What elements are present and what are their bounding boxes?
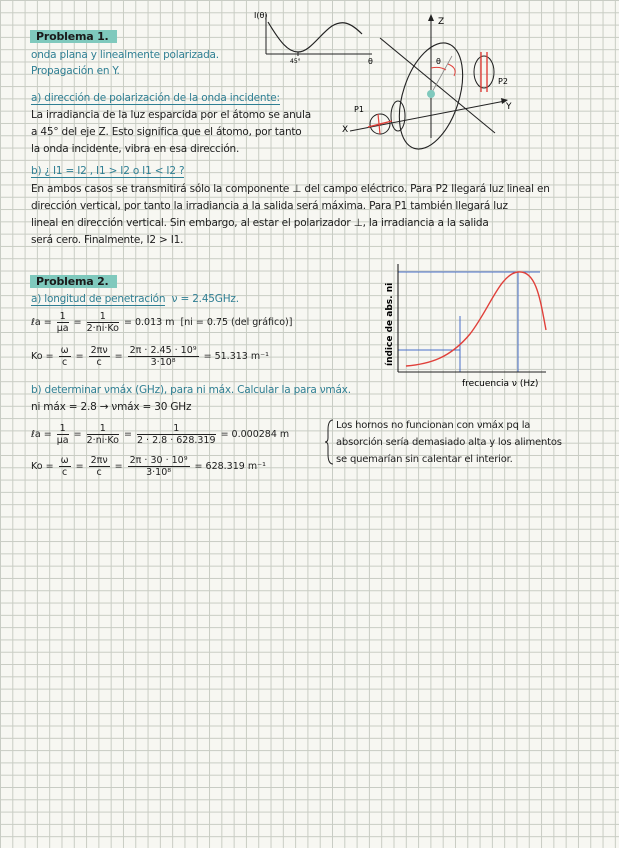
wavenumber-equation-a: Ko = $\frac{\omega}{c}$ = $\frac{2\pi\nu}{c}$ = $\frac{\text{2π · 2.45 · 10⁹}}{\text{3·10⁸}}$ = 51.313 m⁻¹ bbox=[31, 345, 269, 368]
axis-x-label: X bbox=[342, 125, 349, 135]
problem1-b-line-3: lineal en dirección vertical. Sin embargo, al estar el polarizador ⊥, la irradiancia a la salida bbox=[31, 217, 489, 229]
problem1-line2: Propagación en Y. bbox=[31, 65, 120, 77]
absorption-index-graph bbox=[380, 258, 550, 390]
sketch-tick-45: 45° bbox=[290, 58, 301, 65]
penetration-length-equation-b: ℓa = $\frac{1}{\mu a}$ = $\frac{1}{2\cdot ni\cdot Ko}$ = $\frac{1}{2 \cdot 2.8 \cdot 628.319}$ = 0.000284 m bbox=[31, 423, 290, 446]
wavenumber-equation-b: Ko = $\frac{\omega}{c}$ = $\frac{2\pi\nu}{c}$ = $\frac{\text{2π · 30 · 10⁹}}{\text{3·10⁸}}$ = 628.319 m⁻¹ bbox=[31, 455, 266, 478]
problem2-title: Problema 2. bbox=[30, 275, 117, 288]
angle-theta-label: θ bbox=[436, 57, 441, 66]
comment-brace bbox=[325, 418, 335, 466]
scattering-diagram bbox=[340, 8, 530, 148]
absorption-curve bbox=[406, 272, 546, 366]
polarizer-p1-label: P1 bbox=[354, 105, 364, 114]
problem2-b-heading: b) determinar νmáx (GHz), para ni máx. Calcular la para νmáx. bbox=[31, 384, 351, 396]
oven-comment-line-1: Los hornos no funcionan con νmáx pq la bbox=[336, 420, 531, 431]
problem1-a-line-1: La irradiancia de la luz esparcida por el átomo se anula bbox=[31, 109, 311, 121]
problem1-b-line-1: En ambos casos se transmitirá sólo la componente ⊥ del campo eléctrico. Para P2 llegará luz lineal en bbox=[31, 183, 550, 195]
problem1-a-line-2: a 45° del eje Z. Esto significa que el átomo, por tanto bbox=[31, 126, 302, 138]
polarizer-p2-label: P2 bbox=[498, 77, 508, 86]
oven-comment-line-2: absorción sería demasiado alta y los alimentos bbox=[336, 437, 562, 448]
problem1-a-line-3: la onda incidente, vibra en esa dirección. bbox=[31, 143, 240, 155]
sketch-xlabel: θ bbox=[368, 57, 373, 66]
graph-ylabel: índice de abs. ni bbox=[385, 282, 395, 366]
penetration-length-equation: ℓa = $\frac{1}{\mu a}$ = $\frac{1}{2\cdot ni\cdot Ko}$ = 0.013 m [ni = 0.75 (del gráfico)] bbox=[31, 311, 293, 334]
problem1-b-heading: b) ¿ I1 = I2 , I1 > I2 o I1 < I2 ? bbox=[31, 165, 185, 177]
problem2-b-line: ni máx = 2.8 → νmáx = 30 GHz bbox=[31, 401, 192, 413]
atom-dot bbox=[427, 90, 435, 98]
sketch-ylabel: I(θ) bbox=[254, 11, 268, 20]
axis-y-label: Y bbox=[506, 102, 512, 112]
problem1-b-line-4: será cero. Finalmente, I2 > I1. bbox=[31, 234, 184, 246]
oven-comment-line-3: se quemarían sin calentar el interior. bbox=[336, 454, 513, 465]
problem1-title: Problema 1. bbox=[30, 30, 117, 43]
graph-xlabel: frecuencia ν (Hz) bbox=[462, 379, 539, 389]
axis-z-label: Z bbox=[438, 17, 445, 27]
problem1-a-heading: a) dirección de polarización de la onda incidente: bbox=[31, 92, 280, 104]
problem1-b-line-2: dirección vertical, por tanto la irradiancia a la salida será máxima. Para P1 también llegará luz bbox=[31, 200, 508, 212]
problem1-line1: onda plana y linealmente polarizada. bbox=[31, 49, 219, 61]
problem2-a-heading: a) longitud de penetración ν = 2.45GHz. bbox=[31, 293, 239, 305]
